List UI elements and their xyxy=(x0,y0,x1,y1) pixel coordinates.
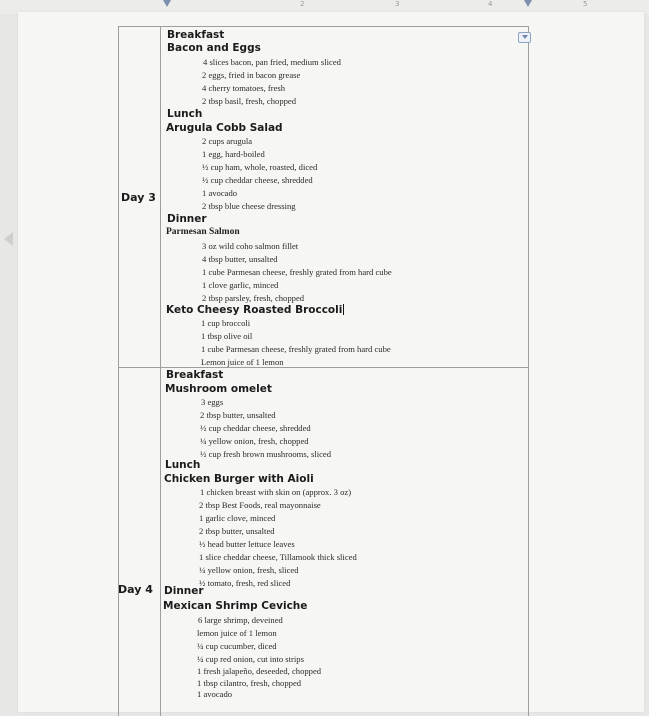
ingredient: 2 cups arugula xyxy=(202,136,253,146)
table-options-icon[interactable] xyxy=(518,32,531,43)
ingredient: 1 cube Parmesan cheese, freshly grated from hard cube xyxy=(201,344,391,354)
indent-marker[interactable] xyxy=(163,0,171,7)
ingredient: ¼ cup red onion, cut into strips xyxy=(197,654,304,664)
ingredient: 2 tbsp butter, unsalted xyxy=(200,410,276,420)
ingredient: ½ cup cheddar cheese, shredded xyxy=(200,423,311,433)
ingredient: 2 tbsp basil, fresh, chopped xyxy=(202,96,297,106)
ruler-tick: 2 xyxy=(300,0,305,8)
recipe-title-editing[interactable] xyxy=(166,304,344,316)
ingredient: 1 cup broccoli xyxy=(201,318,251,328)
ingredient: 2 tbsp Best Foods, real mayonnaise xyxy=(199,500,321,510)
ingredient: 4 cherry tomatoes, fresh xyxy=(202,83,286,93)
ingredient: 1 clove garlic, minced xyxy=(202,280,279,290)
meal-heading: Dinner xyxy=(164,585,204,597)
collapse-arrow-icon[interactable] xyxy=(4,232,13,246)
ruler-tick: 5 xyxy=(583,0,588,8)
row-divider xyxy=(118,26,528,27)
ingredient: 1 tbsp olive oil xyxy=(201,331,253,341)
row-divider xyxy=(118,367,528,368)
ingredient: ½ cup cheddar cheese, shredded xyxy=(202,175,313,185)
ingredient: 1 garlic clove, minced xyxy=(199,513,276,523)
meal-heading: Dinner xyxy=(167,213,207,225)
ingredient: 2 tbsp butter, unsalted xyxy=(199,526,275,536)
ingredient: ½ tomato, fresh, red sliced xyxy=(199,578,291,588)
ingredient: 2 eggs, fried in bacon grease xyxy=(202,70,301,80)
ingredient: 1 avocado xyxy=(197,689,233,699)
ruler-tick: 4 xyxy=(488,0,493,8)
ingredient: ¼ yellow onion, fresh, sliced xyxy=(199,565,299,575)
ingredient: 1 egg, hard-boiled xyxy=(202,149,265,159)
recipe-title: Chicken Burger with Aioli xyxy=(164,473,314,485)
ruler-tick: 3 xyxy=(395,0,400,8)
text-cursor xyxy=(343,304,344,315)
ingredient: 3 oz wild coho salmon fillet xyxy=(202,241,299,251)
ingredient: ¼ cup cucumber, diced xyxy=(197,641,277,651)
ingredient: Lemon juice of 1 lemon xyxy=(201,357,284,367)
ingredient: 1 fresh jalapeño, deseeded, chopped xyxy=(197,666,322,676)
column-divider xyxy=(160,26,161,716)
ingredient: lemon juice of 1 lemon xyxy=(197,628,277,638)
ingredient: 4 slices bacon, pan fried, medium sliced xyxy=(203,57,341,67)
day-4-label: Day 4 xyxy=(118,583,153,596)
ingredient: 1 chicken breast with skin on (approx. 3 oz) xyxy=(200,487,352,497)
right-indent-marker[interactable] xyxy=(524,0,532,7)
recipe-title: Arugula Cobb Salad xyxy=(166,122,283,134)
meal-heading: Breakfast xyxy=(167,29,225,41)
recipe-title: Mexican Shrimp Ceviche xyxy=(163,600,308,612)
ingredient: 1 tbsp cilantro, fresh, chopped xyxy=(197,678,302,688)
ingredient: ½ cup ham, whole, roasted, diced xyxy=(202,162,318,172)
recipe-title: Bacon and Eggs xyxy=(167,42,261,54)
ingredient: 4 tbsp butter, unsalted xyxy=(202,254,278,264)
ingredient: 3 eggs xyxy=(201,397,224,407)
ingredient: ½ head butter lettuce leaves xyxy=(199,539,295,549)
ingredient: 2 tbsp parsley, fresh, chopped xyxy=(202,293,305,303)
recipe-title: Keto Cheesy Roasted Broccoli xyxy=(166,304,343,316)
ingredient: ¼ yellow onion, fresh, chopped xyxy=(200,436,309,446)
ingredient: 6 large shrimp, deveined xyxy=(198,615,283,625)
meal-heading: Lunch xyxy=(165,459,201,471)
ingredient: 1 avocado xyxy=(202,188,238,198)
meal-heading: Breakfast xyxy=(166,369,224,381)
recipe-title: Parmesan Salmon xyxy=(166,227,240,237)
day-3-label: Day 3 xyxy=(121,191,156,204)
ingredient: 1 cube Parmesan cheese, freshly grated from hard cube xyxy=(202,267,392,277)
meal-heading: Lunch xyxy=(167,108,203,120)
ingredient: 1 slice cheddar cheese, Tillamook thick sliced xyxy=(199,552,357,562)
ingredient: 2 tbsp blue cheese dressing xyxy=(202,201,296,211)
ingredient: ½ cup fresh brown mushrooms, sliced xyxy=(200,449,332,459)
recipe-title: Mushroom omelet xyxy=(165,383,272,395)
